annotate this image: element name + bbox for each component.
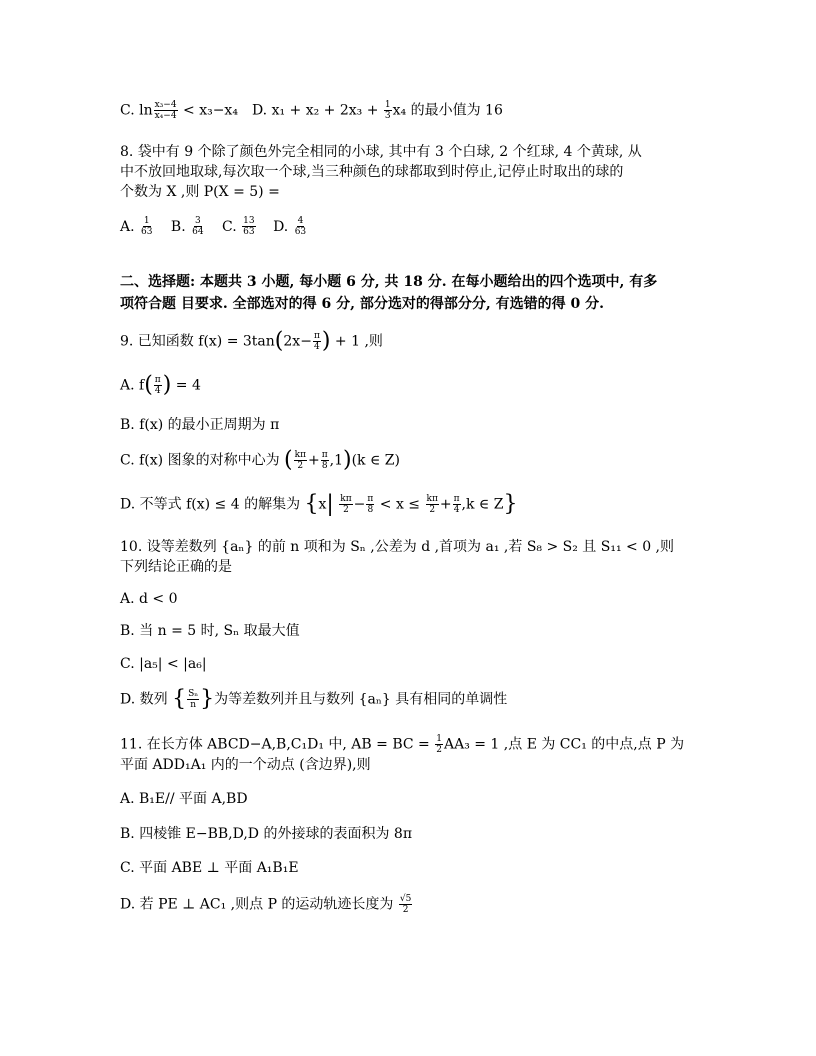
q11-option-d <box>120 894 413 915</box>
q11-line-1-frac-den: 2 <box>436 745 442 755</box>
q11-line-1-frac <box>435 734 443 755</box>
q8-option-d-frac <box>294 216 307 237</box>
q8-option-a-num: 1 <box>143 216 150 226</box>
q8-option-a-den: 63 <box>141 227 153 237</box>
q9-c-tail: (k ∈ Z) <box>351 452 400 469</box>
q7c-mid: < x₃−x₄ D. x₁ + x₂ + 2x₃ + <box>178 102 383 119</box>
q7c-prefix: C. ln <box>120 102 153 119</box>
q9-option-a <box>120 372 201 398</box>
q8-line-3: 个数为 X ,则 P(X = 5) = <box>120 184 280 200</box>
q10-line-1: 10. 设等差数列 {aₙ} 的前 n 项和为 Sₙ ,公差为 d ,首项为 a₁ ,若 S₈ > S₂ 且 S₁₁ < 0 ,则 <box>120 539 675 555</box>
q9-d-frac-1-num: kπ <box>340 494 352 504</box>
section2-heading-line-2: 项符合题 目要求. 全部选对的得 6 分, 部分选对的得部分分, 有选错的得 0 分. <box>120 296 604 312</box>
q7d-frac-den: 3 <box>384 111 391 121</box>
q8-option-d-den: 63 <box>294 227 307 237</box>
q9-c-frac-1 <box>294 450 307 471</box>
q11-d-frac-den: 2 <box>402 905 409 915</box>
q7d-suffix: x₄ 的最小值为 16 <box>392 102 503 119</box>
q9-stem-b: 2x− <box>283 333 312 350</box>
q9-d-minus: − <box>353 496 366 513</box>
q10-d-frac <box>187 689 199 710</box>
q9-c-pre: C. f(x) 图象的对称中心为 <box>120 452 285 469</box>
q8-option-d-num: 4 <box>297 216 304 226</box>
q7d-frac <box>384 100 392 121</box>
q9-d-frac-1-den: 2 <box>343 505 349 515</box>
q7c-frac-num: x₃−4 <box>154 100 177 110</box>
q8-option-b-den: 64 <box>192 227 204 237</box>
q8-option-b <box>170 216 206 237</box>
q8-option-a-label: A. <box>120 218 135 235</box>
q8-options <box>120 216 308 237</box>
q11-option-b: B. 四棱锥 E−BB,D,D 的外接球的表面积为 8π <box>120 826 413 842</box>
q11-option-c: C. 平面 ABE ⊥ 平面 A₁B₁E <box>120 860 299 876</box>
q11-line-1 <box>120 734 684 755</box>
q8-option-d <box>273 216 308 237</box>
q10-d-post: 为等差数列并且与数列 {aₙ} 具有相同的单调性 <box>214 691 508 708</box>
q8-option-c-frac <box>242 216 255 237</box>
q8-line-2: 中不放回地取球,每次取一个球,当三种颜色的球都取到时停止,记停止时取出的球的 <box>120 164 624 180</box>
q10-option-b: B. 当 n = 5 时, Sₙ 取最大值 <box>120 623 300 639</box>
q11-d-frac <box>399 894 412 915</box>
q7c-frac-den: x₄−4 <box>154 111 177 121</box>
q9-a-paren-close: ) <box>162 372 172 398</box>
q7c-frac <box>154 100 178 121</box>
q9-stem-a: 9. 已知函数 f(x) = 3tan <box>120 333 275 350</box>
q9-c-frac-2-num: π <box>321 450 328 460</box>
q9-d-bar: | <box>326 491 334 517</box>
q11-line-1-post: AA₃ = 1 ,点 E 为 CC₁ 的中点,点 P 为 <box>443 736 685 753</box>
q9-c-frac-1-num: kπ <box>294 450 306 460</box>
q9-stem-frac-den: 4 <box>314 342 320 352</box>
q7-options-cd <box>120 100 503 121</box>
q11-line-1-pre: 11. 在长方体 ABCD−A,B,C₁D₁ 中, AB = BC = <box>120 736 435 753</box>
q11-option-a: A. B₁E// 平面 A,BD <box>120 791 248 807</box>
q8-option-c-num: 13 <box>243 216 255 226</box>
q9-d-frac-2-num: π <box>367 494 374 504</box>
q10-d-pre: D. 数列 <box>120 691 173 708</box>
q10-option-d <box>120 686 508 712</box>
q11-line-2: 平面 ADD₁A₁ 内的一个动点 (含边界),则 <box>120 757 371 773</box>
q8-line-1: 8. 袋中有 9 个除了颜色外完全相同的小球, 其中有 3 个白球, 2 个红球, 4 个黄球, 从 <box>120 144 642 160</box>
q9-a-paren-open: ( <box>144 372 153 398</box>
q8-option-c <box>222 216 257 237</box>
q10-d-frac-num: Sₙ <box>188 689 199 699</box>
q9-a-pre: A. f <box>120 377 145 394</box>
q9-d-pre: D. 不等式 f(x) ≤ 4 的解集为 <box>120 496 305 513</box>
q9-d-frac-3-num: kπ <box>426 494 438 504</box>
q10-line-2: 下列结论正确的是 <box>120 559 232 575</box>
q9-c-paren-open: ( <box>284 447 293 473</box>
q11-d-frac-num: √5 <box>399 894 412 904</box>
q8-option-b-label: B. <box>170 218 186 235</box>
q9-stem-frac-num: π <box>313 331 320 341</box>
q9-stem <box>120 328 383 354</box>
q8-option-b-frac <box>191 216 204 237</box>
q9-stem-frac <box>313 331 321 352</box>
q9-c-paren-close: ) <box>343 447 352 473</box>
q9-c-post: ,1 <box>329 452 343 469</box>
q9-c-frac-2 <box>321 450 329 471</box>
q11-d-pre: D. 若 PE ⊥ AC₁ ,则点 P 的运动轨迹长度为 <box>120 896 398 913</box>
q9-c-frac-1-den: 2 <box>297 461 304 471</box>
q9-paren-close: ) <box>321 328 331 354</box>
q9-d-frac-4 <box>453 494 461 515</box>
q9-a-frac <box>154 375 162 396</box>
q9-d-frac-1 <box>339 494 352 515</box>
section2-heading-line-1: 二、选择题: 本题共 3 小题, 每小题 6 分, 共 18 分. 在每小题给出的四个选项中, 有多 <box>120 274 658 290</box>
q9-stem-c: + 1 ,则 <box>334 333 383 350</box>
q8-option-d-label: D. <box>273 218 289 235</box>
q9-option-c <box>120 447 400 473</box>
q10-d-brace-close: } <box>200 686 215 712</box>
q9-a-frac-num: π <box>154 375 161 385</box>
q9-paren-open: ( <box>274 328 284 354</box>
q10-option-c: C. |a₅| < |a₆| <box>120 656 207 672</box>
q9-d-frac-2 <box>366 494 374 515</box>
q9-a-frac-den: 4 <box>154 386 161 396</box>
q9-a-post: = 4 <box>175 377 201 394</box>
q10-d-frac-den: n <box>190 700 196 710</box>
q10-option-a: A. d < 0 <box>120 591 178 607</box>
q8-option-b-num: 3 <box>194 216 201 226</box>
q9-option-d <box>120 491 518 517</box>
q8-option-c-label: C. <box>222 218 237 235</box>
q9-d-plus: + <box>439 496 452 513</box>
q9-d-frac-4-num: π <box>453 494 460 504</box>
q9-d-x: x <box>318 496 327 513</box>
q8-option-c-den: 63 <box>243 227 255 237</box>
q10-d-brace-open: { <box>172 686 187 712</box>
q7d-frac-num: 1 <box>384 100 391 110</box>
q9-d-frac-2-den: 8 <box>367 505 374 515</box>
q9-d-frac-3-den: 2 <box>429 505 436 515</box>
q9-d-brace-open: { <box>304 491 319 517</box>
q9-c-plus: + <box>307 452 320 469</box>
q9-option-b: B. f(x) 的最小正周期为 π <box>120 417 280 433</box>
q8-option-a-frac <box>140 216 153 237</box>
q9-d-tail: ,k ∈ Z <box>461 496 504 513</box>
q11-line-1-frac-num: 1 <box>436 734 442 744</box>
q9-d-frac-4-den: 4 <box>453 505 460 515</box>
q9-d-brace-close: } <box>503 491 518 517</box>
q9-c-frac-2-den: 8 <box>321 461 328 471</box>
q9-d-frac-3 <box>426 494 439 515</box>
q9-d-lt: < x ≤ <box>379 496 421 513</box>
q8-option-a <box>120 216 154 237</box>
